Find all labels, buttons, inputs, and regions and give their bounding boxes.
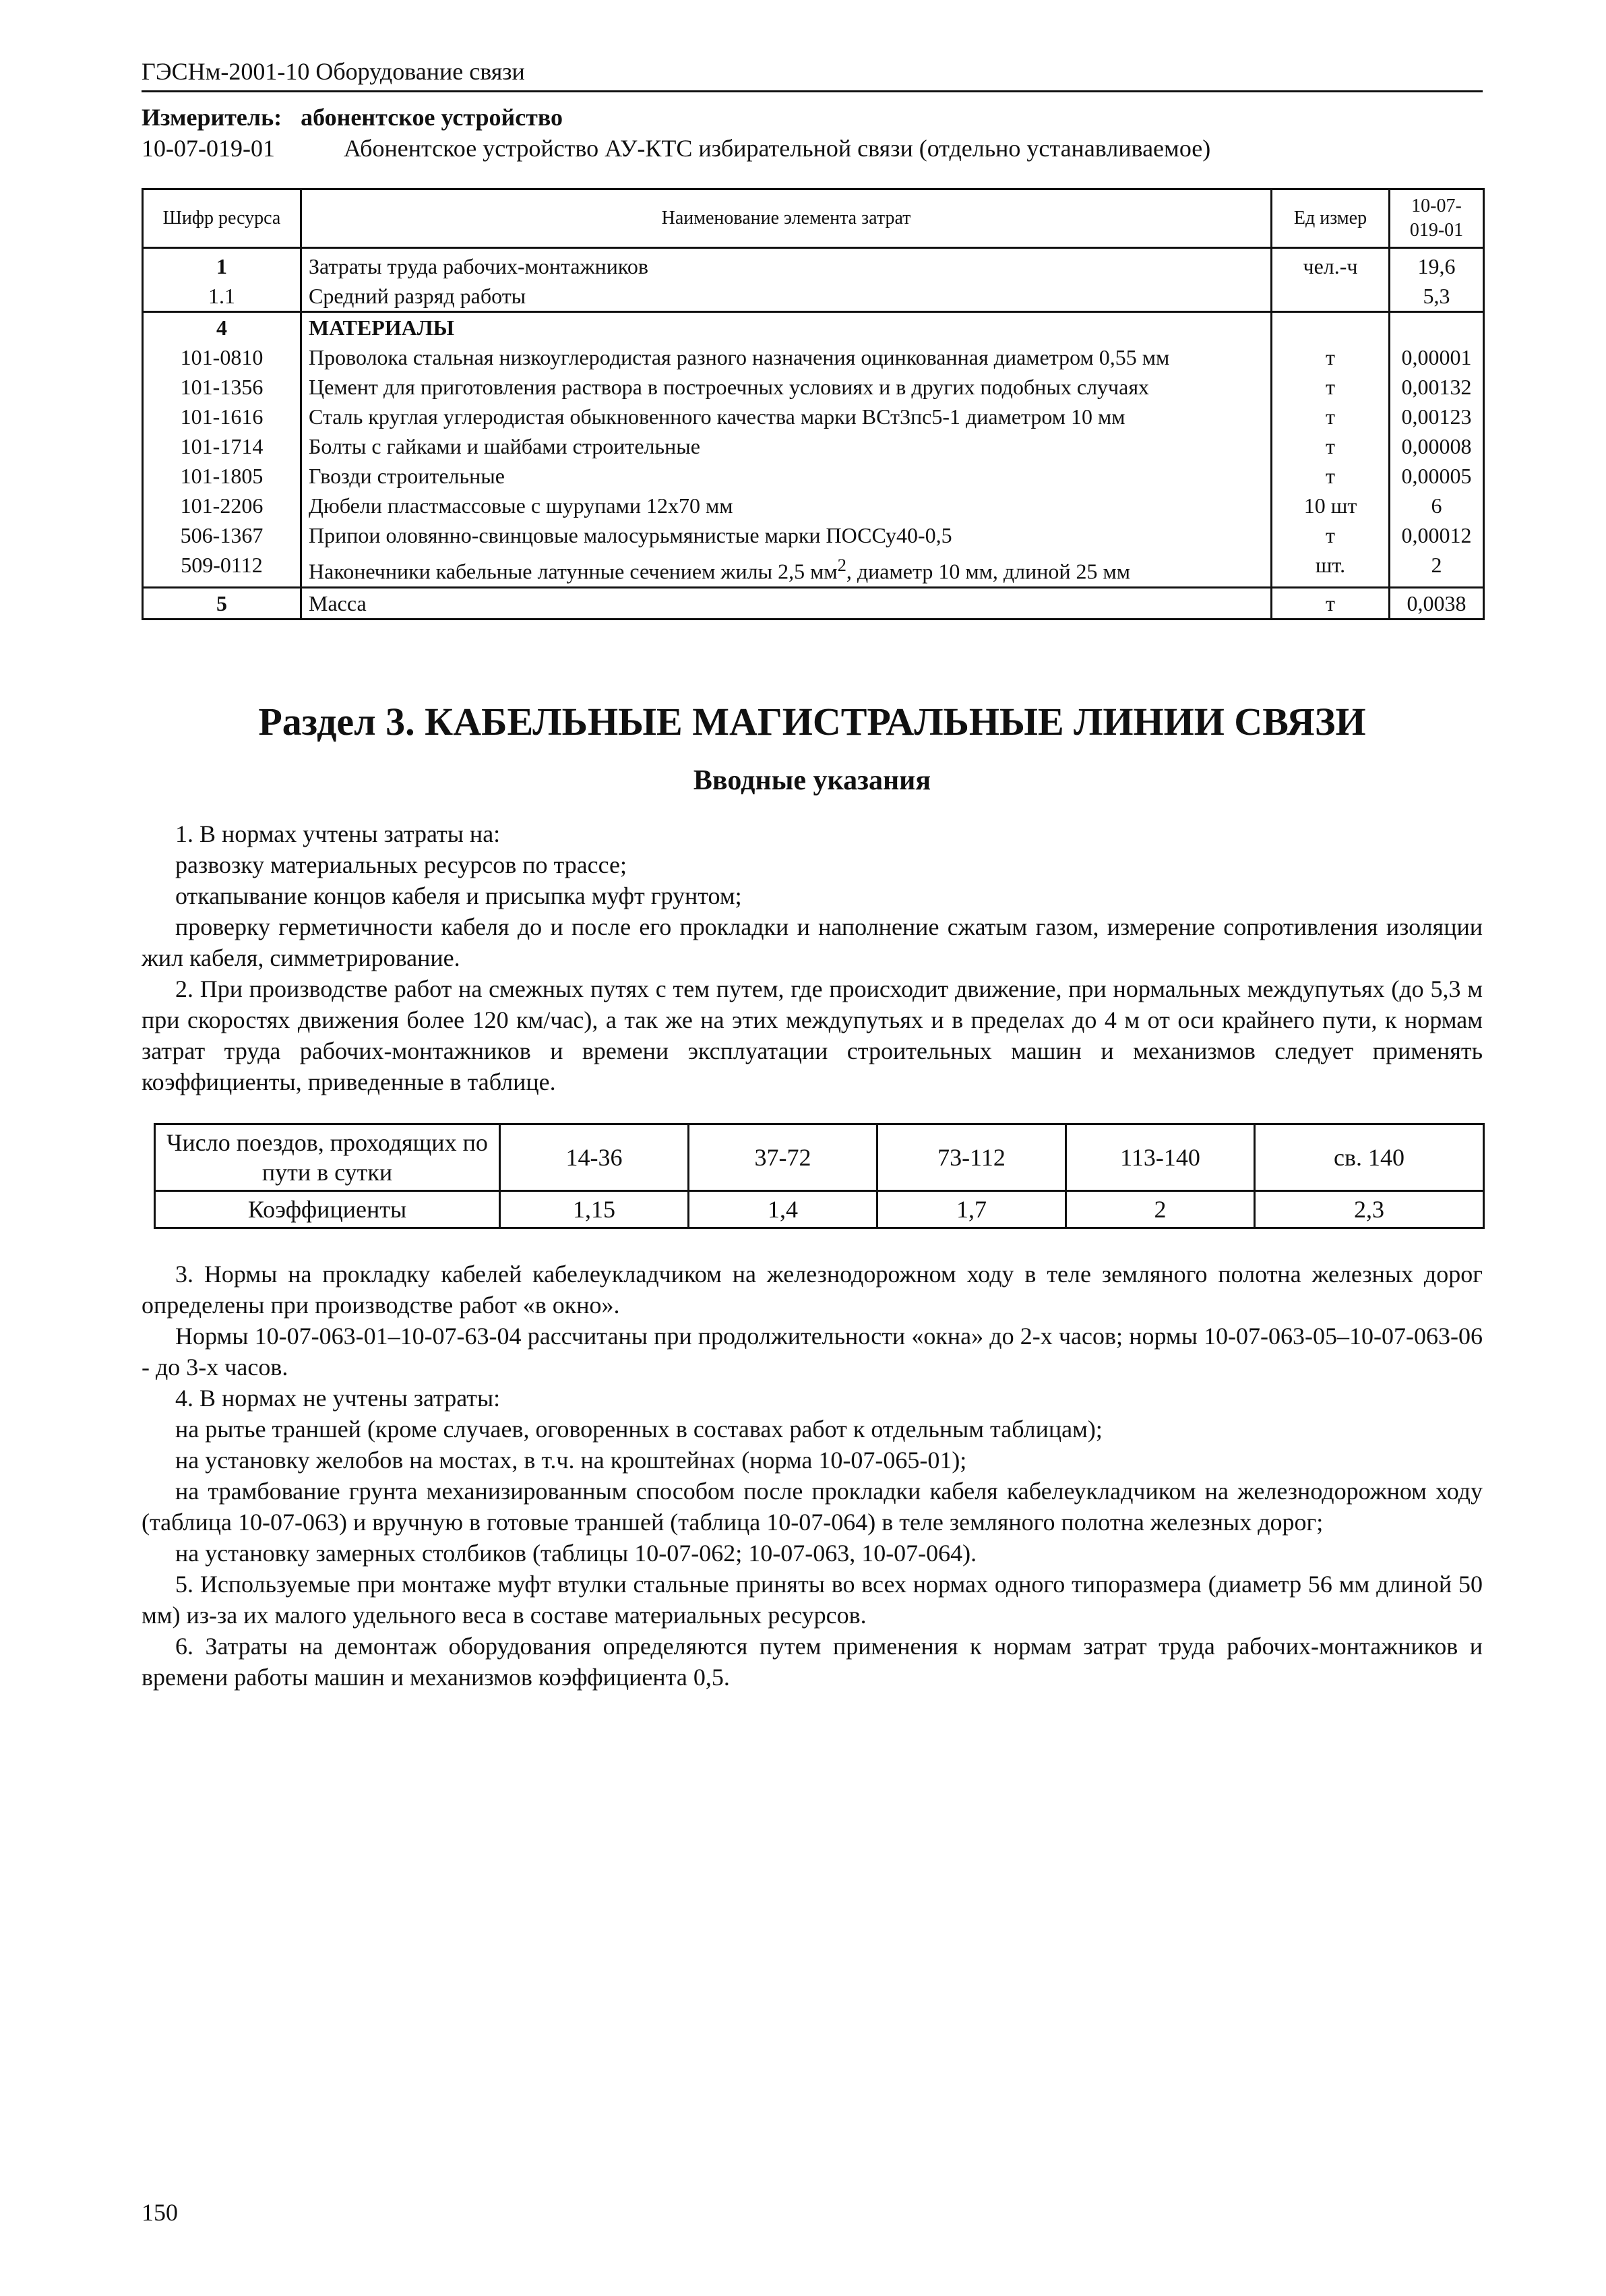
table-row (143, 342, 1484, 372)
resource-table (142, 188, 1485, 620)
header-rule (142, 90, 1483, 92)
coef-column: 73-112 (877, 1124, 1066, 1190)
document-page (142, 57, 1483, 1693)
row-value: 0,00123 (1390, 402, 1484, 431)
paragraph: 6. Затраты на демонтаж оборудования определяются путем применения к нормам затрат труда рабочих-монтажников и времени работы машин и механизмов коэффициента 0,5. (142, 1632, 1483, 1691)
paragraph: развозку материальных ресурсов по трассе; (175, 851, 627, 878)
row-code: 101-1356 (143, 372, 301, 402)
row-value: 0,00008 (1390, 431, 1484, 461)
header-code: Шифр ресурса (143, 189, 301, 248)
row-name: Припои оловянно-свинцовые малосурьмянистые марки ПОССу40-0,5 (301, 520, 1272, 550)
coef-column: 113-140 (1066, 1124, 1255, 1190)
coef-value: 1,4 (689, 1190, 877, 1228)
section-title: Раздел 3. КАБЕЛЬНЫЕ МАГИСТРАЛЬНЫЕ ЛИНИИ СВЯЗИ (258, 699, 1366, 744)
row-unit: т (1272, 431, 1390, 461)
row-unit (1272, 281, 1390, 312)
row-value (1390, 312, 1484, 343)
row-unit: т (1272, 342, 1390, 372)
notes-paragraphs (142, 1259, 1483, 1693)
coef-column: 14-36 (500, 1124, 689, 1190)
row-unit: 10 шт (1272, 491, 1390, 520)
coef-row-label: Число поездов, проходящих по пути в сутки (155, 1124, 500, 1190)
coef-value: 1,15 (500, 1190, 689, 1228)
intro-paragraphs (142, 818, 1483, 1097)
row-name-part: Наконечники кабельные латунные сечением жилы 2,5 мм (309, 559, 838, 584)
row-name: Затраты труда рабочих-монтажников (301, 248, 1272, 282)
row-value: 5,3 (1390, 281, 1484, 312)
row-code: 101-1616 (143, 402, 301, 431)
row-name: Болты с гайками и шайбами строительные (301, 431, 1272, 461)
row-unit: т (1272, 587, 1390, 619)
row-name: Гвозди строительные (301, 461, 1272, 491)
row-code: 4 (143, 312, 301, 343)
paragraph: 5. Используемые при монтаже муфт втулки стальные приняты во всех нормах одного типоразмера (диаметр 56 мм длиной 50 мм) из-за их малого удельного веса в составе материальных ресурсов. (142, 1570, 1483, 1629)
paragraph: на рытье траншей (кроме случаев, оговоренных в составах работ к отдельным таблицам); (175, 1415, 1103, 1443)
measure-label: Измеритель: (142, 104, 282, 131)
row-code: 5 (143, 587, 301, 619)
measure-value: абонентское устройство (301, 104, 563, 131)
table-row (143, 312, 1484, 343)
coef-row-trains (155, 1124, 1484, 1190)
table-row (143, 587, 1484, 619)
row-name: Цемент для приготовления раствора в построечных условиях и в других подобных случаях (301, 372, 1272, 402)
coef-column: 37-72 (689, 1124, 877, 1190)
row-name: МАТЕРИАЛЫ (301, 312, 1272, 343)
measure-line (142, 102, 1483, 133)
row-name (301, 550, 1272, 587)
table-row (143, 520, 1484, 550)
paragraph: 1. В нормах учтены затраты на: (175, 820, 501, 847)
header-value: 10-07-019-01 (1390, 189, 1484, 248)
row-name: Масса (301, 587, 1272, 619)
header-unit: Ед измер (1272, 189, 1390, 248)
row-value: 0,00132 (1390, 372, 1484, 402)
row-code: 1 (143, 248, 301, 282)
coef-row-label: Коэффициенты (155, 1190, 500, 1228)
row-name-superscript: 2 (837, 555, 846, 575)
paragraph: на установку желобов на мостах, в т.ч. на кроштейнах (норма 10-07-065-01); (175, 1446, 967, 1474)
item-name: Абонентское устройство АУ-КТС избирательной связи (отдельно устанавливаемое) (344, 135, 1211, 162)
paragraph: проверку герметичности кабеля до и после его прокладки и наполнение сжатым газом, измерение сопротивления изоляции жил кабеля, симметрирование. (142, 913, 1483, 971)
row-code: 509-0112 (143, 550, 301, 587)
running-header: ГЭСНм-2001-10 Оборудование связи (142, 58, 525, 85)
row-unit: т (1272, 461, 1390, 491)
item-code: 10-07-019-01 (142, 135, 275, 162)
header-name: Наименование элемента затрат (301, 189, 1272, 248)
row-name-part: , диаметр 10 мм, длиной 25 мм (846, 559, 1130, 584)
table-row (143, 461, 1484, 491)
row-value: 6 (1390, 491, 1484, 520)
row-code: 101-1805 (143, 461, 301, 491)
paragraph: на трамбование грунта механизированным способом после прокладки кабеля кабелеукладчиком на железнодорожном ходу (таблица 10-07-063) и вручную в готовые траншей (таблица 10-07-064) в теле земляного полотна железных дорог; (142, 1477, 1483, 1536)
table-row (143, 281, 1484, 312)
resource-table-header (143, 189, 1484, 248)
paragraph: 4. В нормах не учтены затраты: (175, 1384, 501, 1412)
coef-value: 2 (1066, 1190, 1255, 1228)
row-code: 101-1714 (143, 431, 301, 461)
row-name: Сталь круглая углеродистая обыкновенного качества марки ВСт3пс5-1 диаметром 10 мм (301, 402, 1272, 431)
coef-column: св. 140 (1255, 1124, 1484, 1190)
coefficient-table (154, 1123, 1485, 1229)
row-value: 0,0038 (1390, 587, 1484, 619)
table-row (143, 402, 1484, 431)
paragraph: Нормы 10-07-063-01–10-07-63-04 рассчитаны при продолжительности «окна» до 2-х часов; нормы 10-07-063-05–10-07-063-06 - до 3-х часов. (142, 1322, 1483, 1381)
table-row (143, 491, 1484, 520)
row-unit: чел.-ч (1272, 248, 1390, 282)
paragraph: откапывание концов кабеля и присыпка муфт грунтом; (175, 882, 742, 909)
row-name: Дюбели пластмассовые с шурупами 12х70 мм (301, 491, 1272, 520)
row-name: Средний разряд работы (301, 281, 1272, 312)
coef-value: 1,7 (877, 1190, 1066, 1228)
row-code: 1.1 (143, 281, 301, 312)
row-value: 0,00005 (1390, 461, 1484, 491)
paragraph: 3. Нормы на прокладку кабелей кабелеукладчиком на железнодорожном ходу в теле земляного полотна железных дорог определены при производстве работ «в окно». (142, 1260, 1483, 1319)
row-unit: т (1272, 402, 1390, 431)
row-code: 506-1367 (143, 520, 301, 550)
row-unit: т (1272, 520, 1390, 550)
page-number: 150 (142, 2199, 178, 2226)
table-row (143, 550, 1484, 587)
row-value: 2 (1390, 550, 1484, 587)
table-row (143, 248, 1484, 282)
table-row (143, 372, 1484, 402)
row-value: 19,6 (1390, 248, 1484, 282)
coef-row-values (155, 1190, 1484, 1228)
row-code: 101-0810 (143, 342, 301, 372)
row-unit: шт. (1272, 550, 1390, 587)
row-code: 101-2206 (143, 491, 301, 520)
paragraph: на установку замерных столбиков (таблицы 10-07-062; 10-07-063, 10-07-064). (175, 1539, 977, 1567)
coef-value: 2,3 (1255, 1190, 1484, 1228)
row-value: 0,00001 (1390, 342, 1484, 372)
item-line (142, 133, 1483, 164)
row-unit: т (1272, 372, 1390, 402)
row-name: Проволока стальная низкоуглеродистая разного назначения оцинкованная диаметром 0,55 мм (301, 342, 1272, 372)
row-unit (1272, 312, 1390, 343)
paragraph: 2. При производстве работ на смежных путях с тем путем, где происходит движение, при нормальных междупутьях (до 5,3 м при скоростях движения более 120 км/час), а так же на этих междупутьях и в пределах до 4 м от оси крайнего пути, к нормам затрат труда рабочих-монтажников и времени эксплуатации строительных машин и механизмов следует применять коэффициенты, приведенные в таблице. (142, 975, 1483, 1095)
row-value: 0,00012 (1390, 520, 1484, 550)
section-subtitle: Вводные указания (693, 764, 931, 796)
table-row (143, 431, 1484, 461)
